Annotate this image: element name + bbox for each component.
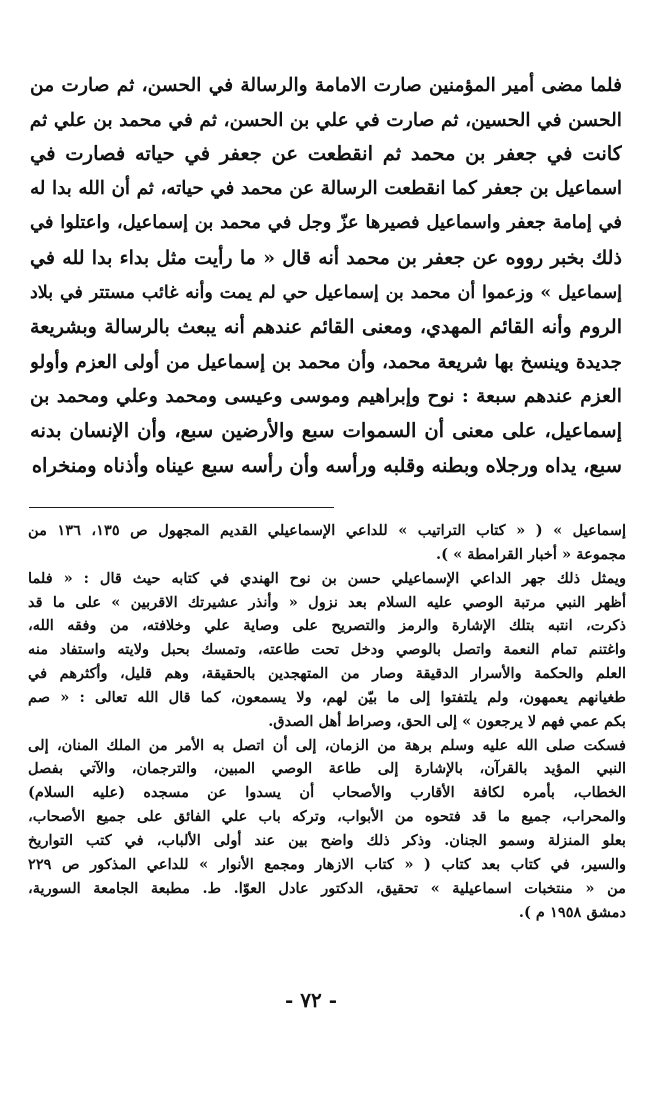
footnote-line: بكم عمي فهم لا يرجعون » إلى الحق، وصراط أهل الصدق.: [268, 712, 626, 730]
footnote-line: من « منتخبات اسماعيلية » تحقيق، الدكتور عادل العوّا. ط. مطبعة الجامعة السورية،: [28, 879, 626, 897]
footnote-line: بعلو المنزلة وسمو الجنان. وذكر ذلك واضح بين عند أولى الألباب، في كتب التواريخ: [28, 831, 626, 849]
footnote-line: مجموعة « أخبار القرامطة » ).: [436, 545, 626, 563]
footnote-line: أظهر النبي مرتبة الوصي عليه السلام بعد نزول « وأنذر عشيرتك الاقربين » على ما قد: [28, 593, 626, 611]
footnote-line: طغيانهم يعمهون، ولم يلتفتوا إلى ما بيّن لهم، ولا يسمعون، كما قال الله تعالى : « صم: [28, 688, 626, 706]
main-text-line: الروم وأنه القائم المهدي، ومعنى القائم عندهم أنه يبعث بالرسالة وبشريعة: [30, 315, 622, 339]
main-text-line: كانت في جعفر بن محمد ثم انقطعت عن جعفر في حياته فصارت في: [30, 142, 622, 166]
main-text-line: في إمامة جعفر واسماعيل فصيرها عزّ وجل في محمد بن إسماعيل، واعتلوا في: [30, 212, 622, 234]
main-text-line: إسماعيل، على معنى أن السموات سبع والأرضين سبع، وأن الإنسان بدنه: [30, 418, 622, 442]
footnote-line: والسير، في كتاب بعد كتاب ( « كتاب الازهار ومجمع الأنوار » للداعي المذكور ص ٢٢٩: [28, 855, 626, 873]
footnote-line: ذكرت، انتبه بتلك الإشارة والرمز والتصريح على وصاية علي وخلافته، من وفقه الله،: [28, 617, 626, 635]
footnote-line: العلم والحكمة والأسرار الدقيقة وصار من المتهجدين بالحقيقة، وهم قليل، وأكثرهم في: [28, 665, 626, 683]
footnote-line: ويمثل ذلك جهر الداعي الإسماعيلي حسن بن نوح الهندي في كتابه حيث قال : « فلما: [28, 569, 626, 587]
footnotes: [28, 519, 626, 924]
footnote-line: الخطاب، بأمره لكافة الأقارب والأصحاب أن يسدوا عن مسجده (عليه السلام): [28, 784, 626, 802]
main-text-line: سبع، يداه ورجلاه وبطنه وقلبه ورأسه وأن رأسه سبع عيناه وأذناه ومنخراه: [31, 453, 622, 477]
footnote-line: دمشق ١٩٥٨ م ).: [518, 903, 626, 921]
main-text-line: ذلك بخبر رووه عن جعفر بن محمد أنه قال « ما رأيت مثل بداء بدا لله في: [30, 245, 622, 269]
main-text-line: فلما مضى أمير المؤمنين صارت الامامة والرسالة في الحسن، ثم صارت من: [30, 74, 622, 96]
main-text-line: إسماعيل » وزعموا أن محمد بن إسماعيل حي لم يمت وأنه غائب مستتر في بلاد: [30, 282, 622, 303]
footnote-line: والمحراب، جميع ما قد فتحوه من الأبواب، وتركه باب علي الفائق على جميع الأصحاب،: [28, 808, 626, 826]
main-text-line: اسماعيل بن جعفر كما انقطعت الرسالة عن محمد في حياته، ثم أن الله بدا له: [30, 177, 622, 199]
main-text-line: العزم عندهم سبعة : نوح وإبراهيم وموسى وعيسى ومحمد وعلي ومحمد بن: [30, 385, 622, 408]
footnote-line: واغتنم تمام النعمة واتصل بالوصي ودخل تحت طاعته، وتمسك بحبل ولايته واستفاد منه: [28, 641, 626, 659]
footnote-line: النبي المؤيد بالقرآن، بالإشارة إلى طاعة الوصي المبين، والترجمان، والآتي بفصل: [28, 760, 626, 778]
main-text-line: الحسن في الحسين، ثم صارت في علي بن الحسن، ثم في محمد بن علي ثم: [30, 108, 622, 131]
main-text-line: جديدة وينسخ بها شريعة محمد، وأن محمد بن إسماعيل من أولى العزم وأولو: [30, 350, 622, 373]
footnote-divider: [29, 507, 334, 508]
footnote-line: فسكت صلى الله عليه وسلم برهة من الزمان، إلى أن اتصل به الأمر من الملك المنان، إلى: [28, 736, 626, 754]
page-number: - ٧٢ -: [284, 988, 337, 1012]
footnote-line: إسماعيل » ( « كتاب التراتيب » للداعي الإسماعيلي القديم المجهول ص ١٣٥، ١٣٦ من: [28, 522, 626, 539]
main-text: [30, 68, 622, 483]
